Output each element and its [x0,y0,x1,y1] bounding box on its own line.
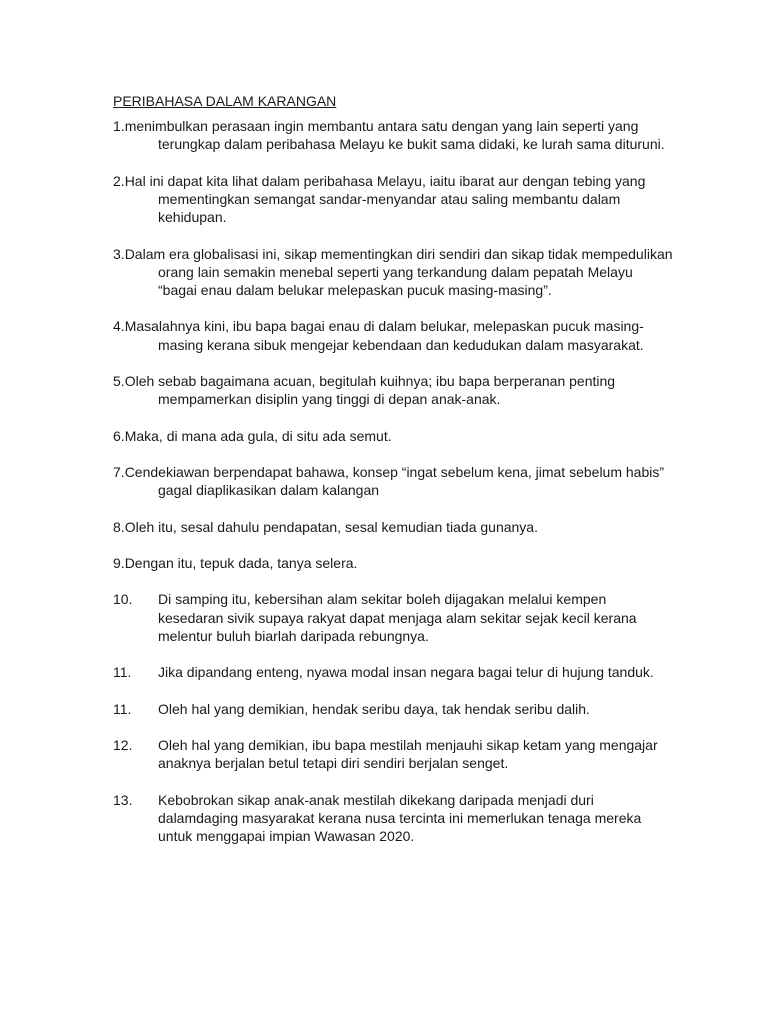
item-text: Cendekiawan berpendapat bahawa, konsep “ingat sebelum kena, jimat sebelum habis” gagal diaplikasikan dalam kalangan [124,463,665,499]
item-number: 4. [113,318,125,335]
item-text: menimbulkan perasaan ingin membantu antara satu dengan yang lain seperti yang terungkap dalam peribahasa Melayu ke bukit sama didaki, ke lurah sama dituruni. [124,118,665,153]
list-item [113,372,673,408]
item-number: 11. [113,664,132,681]
list-item [113,463,673,499]
list-item [113,736,673,772]
item-text: Dalam era globalisasi ini, sikap mementingkan diri sendiri dan sikap tidak mempedulikan orang lain semakin menebal seperti yang terkandung dalam pepatah Melayu “bagai enau dalam belukar melepaskan pucuk masing-masing”. [124,245,673,298]
list-item [113,663,673,681]
item-text: Oleh sebab bagaimana acuan, begitulah kuihnya; ibu bapa berperanan penting mempamerkan disiplin yang tinggi di depan anak-anak. [124,372,616,408]
item-number: 5. [113,372,125,389]
item-number: 11. [113,700,132,717]
item-number: 10. [113,591,133,608]
list-item [113,427,673,445]
list-item [113,317,673,353]
item-text: Hal ini dapat kita lihat dalam peribahasa Melayu, iaitu ibarat aur dengan tebing yang mementingkan semangat sandar-menyandar atau saling membantu dalam kehidupan. [124,172,646,226]
item-text: Maka, di mana ada gula, di situ ada semut. [124,427,392,444]
list-item [113,590,673,645]
list-item [113,700,673,718]
item-number: 8. [113,518,125,535]
proverb-list [113,117,673,845]
document-title: PERIBAHASA DALAM KARANGAN [113,93,337,109]
item-number: 1. [113,118,125,135]
list-item [113,245,673,300]
item-text: Di samping itu, kebersihan alam sekitar boleh dijagakan melalui kempen kesedaran sivik supaya rakyat dapat menjaga alam sekitar sejak kecil kerana melentur buluh biarlah daripada rebungnya. [158,591,637,644]
item-text: Jika dipandang enteng, nyawa modal insan negara bagai telur di hujung tanduk. [158,664,654,681]
item-number: 7. [113,463,125,480]
list-item [113,791,673,846]
item-number: 12. [113,736,133,753]
item-number: 3. [113,245,125,262]
item-text: Masalahnya kini, ibu bapa bagai enau di dalam belukar, melepaskan pucuk masing- masing kerana sibuk mengejar kebendaan dan kedudukan dalam masyarakat. [124,318,644,353]
item-number: 9. [113,554,125,571]
item-number: 13. [113,791,133,808]
list-item [113,117,673,153]
item-text: Dengan itu, tepuk dada, tanya selera. [124,554,358,571]
item-text: Oleh itu, sesal dahulu pendapatan, sesal kemudian tiada gunanya. [124,518,538,535]
item-text: Oleh hal yang demikian, ibu bapa mestilah menjauhi sikap ketam yang mengajar anaknya berjalan betul tetapi diri sendiri berjalan senget. [158,736,658,772]
item-text: Oleh hal yang demikian, hendak seribu daya, tak hendak seribu dalih. [158,700,590,717]
document-page [113,92,673,863]
item-text: Kebobrokan sikap anak-anak mestilah dikekang daripada menjadi duri dalamdaging masyarakat kerana nusa tercinta ini memerlukan tenaga mereka untuk menggapai impian Wawasan 2020. [158,791,642,844]
list-item [113,172,673,227]
list-item [113,518,673,536]
item-number: 6. [113,427,125,444]
item-number: 2. [113,172,125,189]
list-item [113,554,673,572]
